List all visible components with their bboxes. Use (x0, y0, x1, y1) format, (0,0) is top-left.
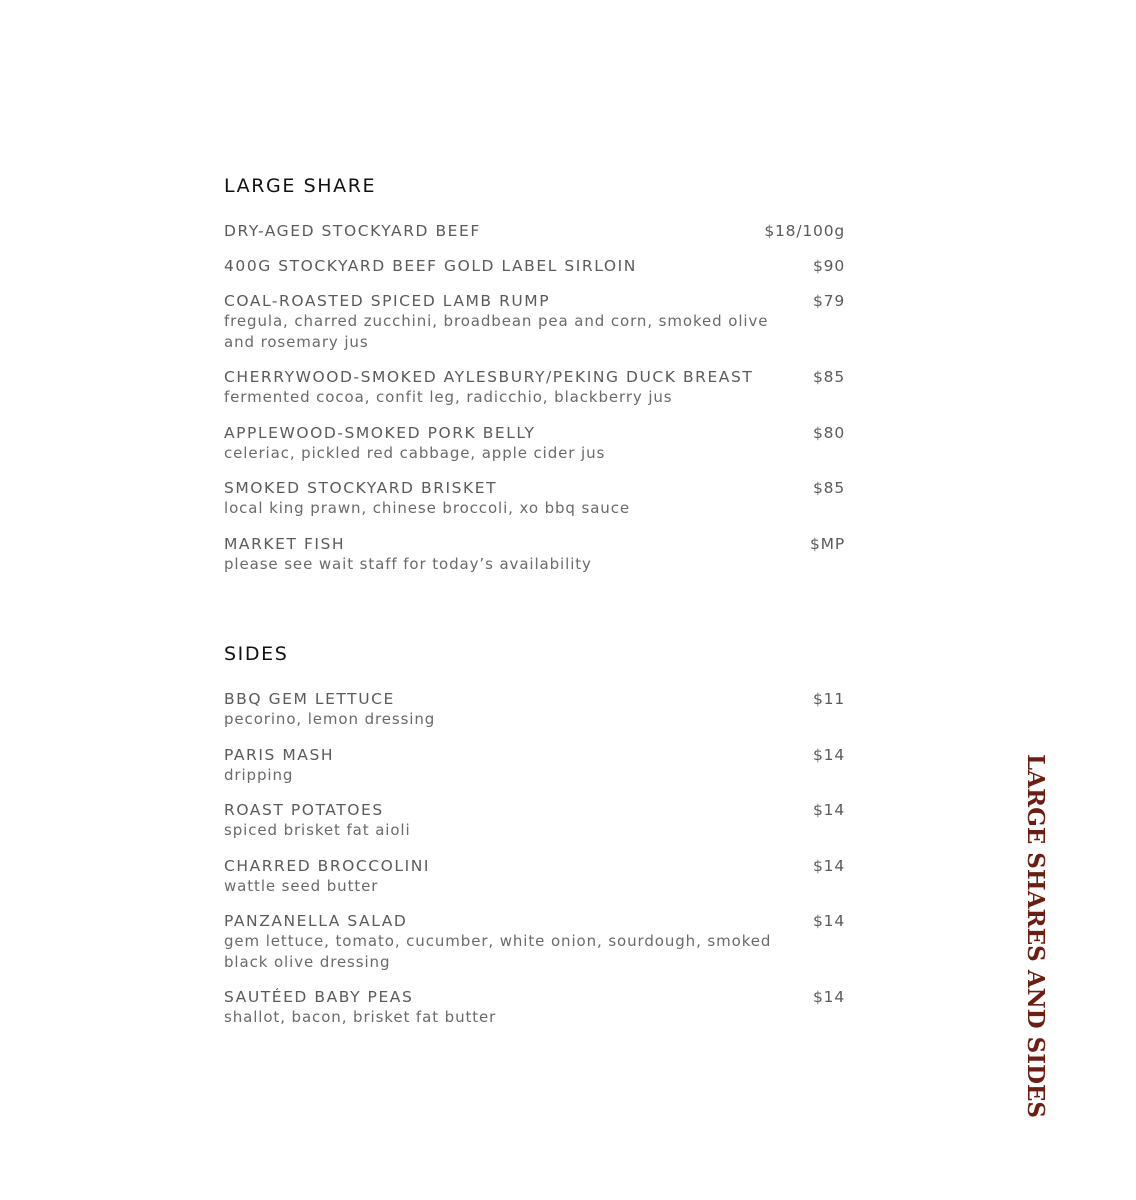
menu-item-description: wattle seed butter (224, 876, 379, 895)
menu-item-name: DRY-AGED STOCKYARD BEEF (224, 222, 481, 240)
menu-item-name: BBQ GEM LETTUCE (224, 690, 395, 708)
menu-item-price: $80 (813, 423, 845, 442)
menu-item (224, 291, 845, 352)
menu-item-price: $MP (810, 534, 845, 553)
large-share-section (224, 175, 845, 589)
menu-item-name: MARKET FISH (224, 534, 346, 553)
menu-item (224, 800, 845, 841)
menu-item (224, 221, 845, 241)
menu-item-name: COAL-ROASTED SPICED LAMB RUMP (224, 292, 551, 310)
menu-item (224, 534, 845, 575)
menu-item (224, 745, 845, 786)
menu-item-price: $85 (813, 368, 845, 386)
menu-item (224, 478, 845, 519)
menu-item-name: PANZANELLA SALAD (224, 912, 408, 930)
menu-item-description: shallot, bacon, brisket fat butter (224, 1008, 497, 1026)
menu-item (224, 987, 845, 1028)
menu-item-description: local king prawn, chinese broccoli, xo bbq sauce (224, 499, 630, 517)
menu-item-name: ROAST POTATOES (224, 801, 384, 819)
menu-item-description: fermented cocoa, confit leg, radicchio, blackberry jus (224, 388, 673, 406)
menu-item (224, 423, 845, 464)
menu-item-description: gem lettuce, tomato, cucumber, white onion, sourdough, smoked black olive dressing (224, 932, 772, 971)
large-share-list (224, 221, 845, 574)
sides-section (224, 643, 845, 1043)
menu-item-price: $90 (813, 257, 845, 275)
menu-item-description: spiced brisket fat aioli (224, 821, 411, 839)
sides-list (224, 689, 845, 1028)
menu-item (224, 689, 845, 730)
menu-item-description: celeriac, pickled red cabbage, apple cider jus (224, 443, 606, 462)
menu-item-price: $18/100g (764, 222, 845, 240)
menu-item-price: $79 (813, 292, 845, 310)
menu-item-price: $85 (813, 479, 845, 497)
menu-item-name: 400G STOCKYARD BEEF GOLD LABEL SIRLOIN (224, 257, 637, 275)
menu-item-description: dripping (224, 765, 294, 784)
menu-item-description: fregula, charred zucchini, broadbean pea and corn, smoked olive and rosemary jus (224, 312, 769, 351)
section-title-large-share: LARGE SHARE (224, 175, 377, 197)
menu-item-name: SMOKED STOCKYARD BRISKET (224, 479, 498, 497)
menu-item-name: APPLEWOOD-SMOKED PORK BELLY (224, 423, 536, 442)
menu-item-price: $14 (813, 801, 845, 819)
menu-item (224, 856, 845, 897)
menu-item (224, 256, 845, 276)
menu-item (224, 911, 845, 972)
menu-item-price: $14 (813, 988, 845, 1006)
menu-item-price: $14 (813, 745, 845, 764)
menu-item-description: pecorino, lemon dressing (224, 710, 436, 728)
menu-item-name: CHARRED BROCCOLINI (224, 856, 430, 875)
menu-item-price: $11 (813, 690, 845, 708)
menu-item-name: PARIS MASH (224, 745, 335, 764)
section-title-sides: SIDES (224, 643, 289, 665)
menu-item-description: please see wait staff for today’s availability (224, 554, 592, 573)
menu-item-price: $14 (813, 856, 845, 875)
menu-item-name: SAUTÉED BABY PEAS (224, 988, 414, 1006)
menu-item-price: $14 (813, 912, 845, 930)
menu-item-name: CHERRYWOOD-SMOKED AYLESBURY/PEKING DUCK BREAST (224, 368, 754, 386)
menu-item (224, 367, 845, 408)
page-title-vertical: LARGE SHARES AND SIDES (1022, 754, 1049, 1119)
